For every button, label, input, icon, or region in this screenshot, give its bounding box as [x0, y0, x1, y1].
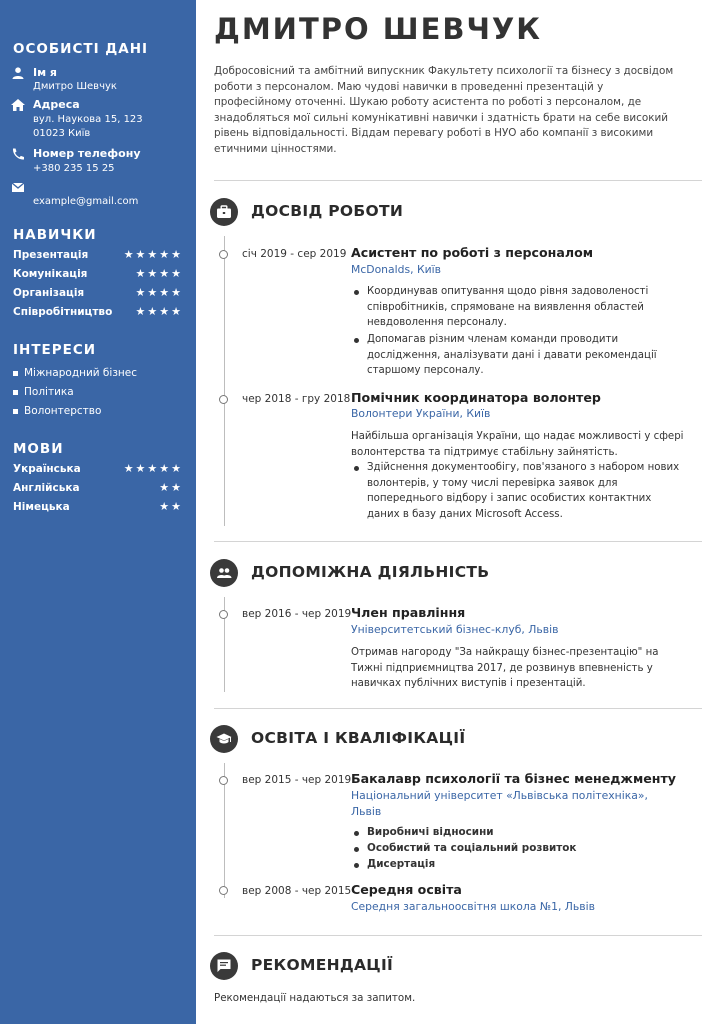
job-title: Асистент по роботі з персоналом: [351, 245, 594, 260]
profile-summary: Добросовісний та амбітний випускник Факультету психології та бізнесу з досвідом роботи з персоналом. Маю чудові навички в проведенні презентацій у професійному оточенні. Шукаю роботу асистента по роботі з персоналом, де знадобляться мої сильні комунікативні навички і здатність брати на себе високий рівень відповідальності. Віддам перевагу роботі в НУО або компанії з високими етичними цінностями.: [214, 65, 674, 155]
mail-icon: [11, 181, 25, 193]
job-organization: Волонтери України, Київ: [351, 407, 491, 420]
phone-row: [13, 147, 183, 173]
sidebar: [0, 0, 196, 1024]
language-item: Англійська ★★: [13, 481, 183, 494]
references-heading: РЕКОМЕНДАЦІЇ: [251, 956, 394, 974]
home-icon: [11, 99, 25, 111]
skill-item: Співробітництво ★★★★: [13, 305, 183, 318]
bullet-icon: [13, 409, 18, 414]
interest-item: Політика: [13, 386, 74, 398]
experience-heading: ДОСВІД РОБОТИ: [251, 202, 404, 220]
skill-item: Комунікація ★★★★: [13, 267, 183, 280]
activity-date: вер 2016 - чер 2019: [242, 608, 352, 620]
references-text: Рекомендації надаються за запитом.: [214, 992, 416, 1004]
language-item: Українська ★★★★★: [13, 462, 183, 475]
education-bullet: Особистий та соціальний розвиток: [351, 841, 686, 857]
education-date: вер 2008 - чер 2015: [242, 885, 352, 897]
education-institution-city: Львів: [351, 805, 382, 818]
email-row: [13, 180, 183, 208]
languages-heading: МОВИ: [13, 441, 64, 457]
phone-icon: [11, 148, 25, 160]
candidate-name: ДМИТРО ШЕВЧУК: [214, 12, 542, 46]
divider: [214, 541, 702, 542]
education-date: вер 2015 - чер 2019: [242, 774, 352, 786]
skill-item: Презентація ★★★★★: [13, 248, 183, 261]
education-heading: ОСВІТА І КВАЛІФІКАЦІЇ: [251, 729, 466, 747]
divider: [214, 935, 702, 936]
activity-description: Отримав нагороду "За найкращу бізнес-презентацію" на Тижні підприємництва 2017, де розвинув впевненість у навичках публічних виступів і презентацій.: [351, 647, 659, 689]
job-description: Найбільша організація України, що надає можливості у сфері волонтерства та підтримує стабільну зайнятість.: [351, 431, 684, 458]
name-row: [13, 66, 183, 92]
timeline-dot: [219, 250, 228, 259]
activities-heading: ДОПОМІЖНА ДІЯЛЬНІСТЬ: [251, 563, 490, 581]
rating-stars-icon: ★★★★★: [123, 248, 183, 261]
rating-stars-icon: ★★★★: [135, 267, 183, 280]
interests-heading: ІНТЕРЕСИ: [13, 342, 97, 358]
activity-organization: Університетський бізнес-клуб, Львів: [351, 623, 559, 636]
timeline-dot: [219, 886, 228, 895]
job-organization: McDonalds, Київ: [351, 263, 442, 276]
skill-item: Організація ★★★★: [13, 286, 183, 299]
timeline-dot: [219, 776, 228, 785]
job-date: чер 2018 - гру 2018: [242, 393, 351, 405]
rating-stars-icon: ★★: [159, 481, 183, 494]
job-bullet: Координував опитування щодо рівня задоволеності співробітників, спрямоване на виявлення областей невдоволення персоналу.: [351, 284, 686, 331]
education-title: Середня освіта: [351, 882, 462, 897]
phone-label: Номер телефону: [33, 147, 141, 160]
divider: [214, 708, 702, 709]
email-value[interactable]: example@gmail.com: [33, 196, 139, 207]
name-value: Дмитро Шевчук: [33, 81, 117, 92]
rating-stars-icon: ★★: [159, 500, 183, 513]
address-line1: вул. Наукова 15, 123: [33, 114, 143, 125]
timeline-dot: [219, 395, 228, 404]
group-icon: [210, 559, 238, 587]
phone-value: +380 235 15 25: [33, 163, 115, 174]
bullet-icon: [13, 390, 18, 395]
job-bullet: Допомагав різним членам команди проводити дослідження, аналізувати дані і давати рекомендації старшому персоналу.: [351, 332, 686, 379]
rating-stars-icon: ★★★★★: [123, 462, 183, 475]
timeline-dot: [219, 610, 228, 619]
activity-title: Член правління: [351, 605, 466, 620]
bullet-icon: [13, 371, 18, 376]
personal-data-heading: ОСОБИСТІ ДАНІ: [13, 41, 149, 57]
message-icon: [210, 952, 238, 980]
education-bullet: Виробничі відносини: [351, 825, 686, 841]
interest-item: Волонтерство: [13, 405, 101, 417]
job-title: Помічник координатора волонтер: [351, 390, 601, 405]
education-institution: Національний університет «Львівська політехніка»,: [351, 789, 648, 802]
language-item: Німецька ★★: [13, 500, 183, 513]
address-row: [13, 98, 183, 138]
education-institution: Середня загальноосвітня школа №1, Львів: [351, 900, 596, 913]
job-bullet: Здійснення документообігу, пов'язаного з набором нових волонтерів, у тому числі перевірка заявок для попереднього відбору і запис особистих контактних даних в базу даних Microsoft Access.: [351, 460, 686, 522]
education-bullet: Дисертація: [351, 857, 686, 873]
job-date: січ 2019 - сер 2019: [242, 248, 347, 260]
timeline-line: [224, 236, 225, 526]
name-label: Ім я: [33, 66, 57, 79]
divider: [214, 180, 702, 181]
address-line2: 01023 Київ: [33, 128, 91, 139]
interest-item: Міжнародний бізнес: [13, 367, 137, 379]
user-icon: [11, 67, 25, 79]
rating-stars-icon: ★★★★: [135, 305, 183, 318]
rating-stars-icon: ★★★★: [135, 286, 183, 299]
address-label: Адреса: [33, 98, 80, 111]
skills-heading: НАВИЧКИ: [13, 227, 97, 243]
briefcase-icon: [210, 198, 238, 226]
graduation-cap-icon: [210, 725, 238, 753]
education-title: Бакалавр психології та бізнес менеджменту: [351, 771, 677, 786]
